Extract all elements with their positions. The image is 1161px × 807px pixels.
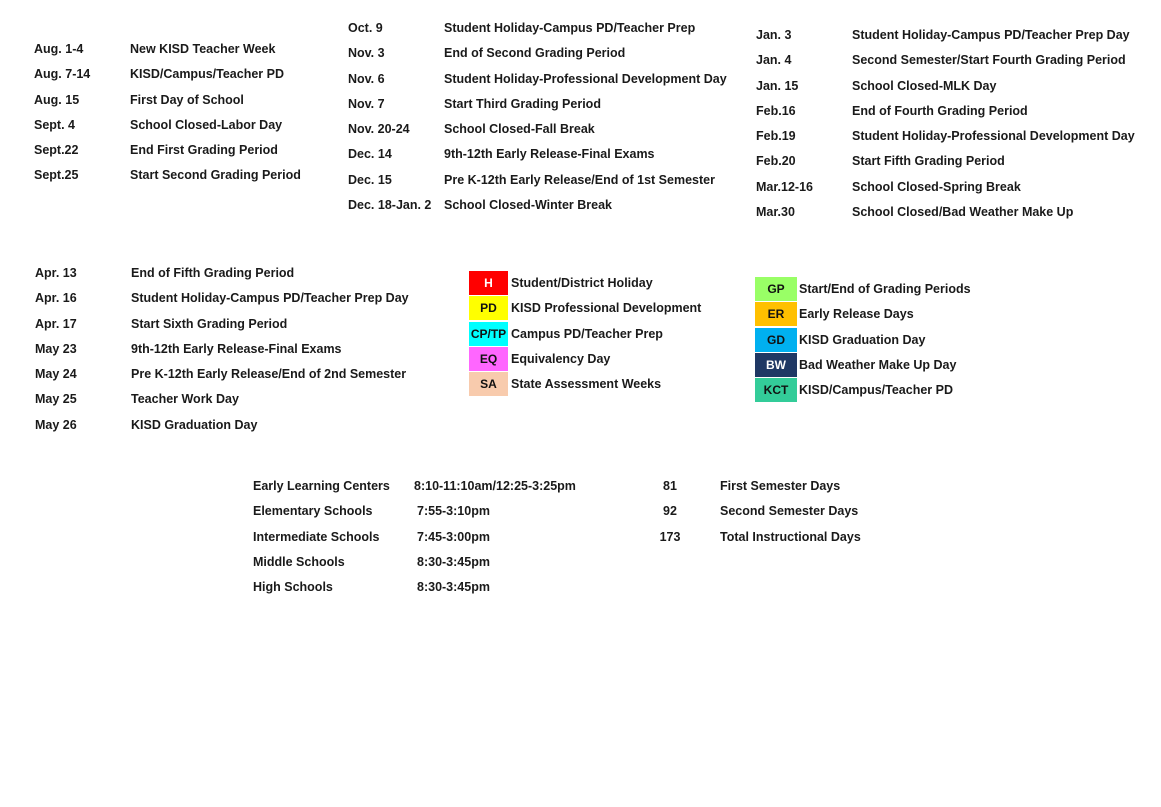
day-count-number: 173 [659, 529, 681, 544]
school-time: 8:10-11:10am/12:25-3:25pm [414, 479, 576, 493]
entry-date: Dec. 14 [348, 147, 392, 162]
legend-code-swatch: H [469, 271, 508, 295]
day-count-number: 81 [663, 479, 677, 493]
entry-date: Aug. 7-14 [34, 67, 91, 82]
entry-date: Apr. 13 [35, 266, 77, 280]
day-count-label: Total Instructional Days [720, 529, 861, 544]
legend-code-swatch: GD [755, 328, 797, 352]
entry-event: First Day of School [130, 92, 244, 107]
entry-date: Nov. 20-24 [348, 122, 410, 137]
entry-event: Start Sixth Grading Period [131, 316, 288, 331]
school-type: Middle Schools [253, 554, 345, 569]
legend-label: Start/End of Grading Periods [799, 282, 971, 296]
school-type: Elementary Schools [253, 504, 373, 519]
entry-date: Feb.16 [756, 103, 796, 118]
school-type: Intermediate Schools [253, 529, 380, 544]
entry-event: School Closed/Bad Weather Make Up [852, 205, 1074, 220]
entry-event: End of Fourth Grading Period [852, 103, 1028, 118]
legend-code-swatch: BW [755, 353, 797, 377]
legend-code-swatch: EQ [469, 347, 508, 371]
entry-event: Second Semester/Start Fourth Grading Period [852, 53, 1126, 68]
entry-event: KISD/Campus/Teacher PD [130, 67, 284, 82]
entry-date: Sept.25 [34, 168, 79, 183]
entry-event: School Closed-MLK Day [852, 78, 997, 93]
legend-code-swatch: PD [469, 296, 508, 320]
entry-date: May 24 [35, 367, 77, 382]
entry-event: School Closed-Labor Day [130, 117, 283, 132]
day-count-label: Second Semester Days [720, 504, 859, 519]
entry-date: May 25 [35, 392, 77, 407]
legend-label: Early Release Days [799, 307, 914, 322]
entry-event: Student Holiday-Campus PD/Teacher Prep [444, 21, 696, 35]
entry-event: School Closed-Fall Break [444, 122, 595, 137]
entry-event: School Closed-Spring Break [852, 179, 1021, 194]
entry-event: Pre K-12th Early Release/End of 1st Semester [444, 172, 715, 187]
entry-date: Nov. 7 [348, 96, 385, 111]
entry-event: New KISD Teacher Week [130, 42, 276, 56]
day-count-label: First Semester Days [720, 479, 841, 493]
entry-event: School Closed-Winter Break [444, 198, 612, 213]
entry-date: Jan. 15 [756, 78, 799, 93]
entry-event: KISD Graduation Day [131, 417, 258, 432]
entry-event: End First Grading Period [130, 143, 278, 158]
entry-date: Nov. 6 [348, 71, 385, 86]
entry-date: Feb.19 [756, 129, 796, 144]
school-time: 7:55-3:10pm [417, 504, 490, 519]
entry-date: Mar.12-16 [756, 179, 813, 194]
legend-code-swatch: ER [755, 302, 797, 326]
legend-label: Campus PD/Teacher Prep [511, 326, 663, 341]
entry-event: Student Holiday-Campus PD/Teacher Prep Day [852, 28, 1130, 42]
entry-date: May 23 [35, 341, 77, 356]
entry-event: End of Fifth Grading Period [131, 266, 295, 280]
entry-event: Start Second Grading Period [130, 168, 301, 183]
legend-code-swatch: SA [469, 372, 508, 396]
legend-code-swatch: KCT [755, 378, 797, 402]
legend-label: Equivalency Day [511, 351, 611, 366]
legend-label: Bad Weather Make Up Day [799, 357, 957, 372]
entry-date: Apr. 16 [35, 291, 77, 306]
school-time: 7:45-3:00pm [417, 529, 490, 544]
entry-date: Apr. 17 [35, 316, 77, 331]
school-time: 8:30-3:45pm [417, 554, 490, 569]
entry-event: Student Holiday-Professional Development Day [852, 129, 1135, 144]
entry-date: Jan. 3 [756, 28, 792, 42]
entry-date: Nov. 3 [348, 46, 385, 61]
entry-event: Teacher Work Day [131, 392, 239, 407]
entry-event: Start Fifth Grading Period [852, 154, 1005, 169]
school-type: High Schools [253, 580, 333, 595]
entry-date: Dec. 15 [348, 172, 392, 187]
entry-event: 9th-12th Early Release-Final Exams [131, 341, 342, 356]
day-count-number: 92 [663, 504, 677, 519]
entry-date: Mar.30 [756, 205, 795, 220]
legend-label: Student/District Holiday [511, 276, 653, 290]
school-type: Early Learning Centers [253, 479, 390, 493]
entry-date: Sept.22 [34, 143, 79, 158]
entry-event: Student Holiday-Campus PD/Teacher Prep Day [131, 291, 409, 306]
legend-code-swatch: GP [755, 277, 797, 301]
entry-date: Dec. 18-Jan. 2 [348, 198, 432, 213]
entry-date: Feb.20 [756, 154, 796, 169]
entry-date: Jan. 4 [756, 53, 792, 68]
school-time: 8:30-3:45pm [417, 580, 490, 595]
entry-event: 9th-12th Early Release-Final Exams [444, 147, 655, 162]
entry-event: Start Third Grading Period [444, 96, 601, 111]
entry-event: End of Second Grading Period [444, 46, 626, 61]
legend-label: KISD Graduation Day [799, 332, 926, 347]
legend-label: KISD/Campus/Teacher PD [799, 383, 953, 398]
legend-label: State Assessment Weeks [511, 377, 662, 392]
legend-label: KISD Professional Development [511, 301, 702, 316]
entry-date: Oct. 9 [348, 21, 383, 35]
legend-code-swatch: CP/TP [469, 322, 508, 346]
entry-date: May 26 [35, 417, 77, 432]
entry-event: Pre K-12th Early Release/End of 2nd Semester [131, 367, 407, 382]
entry-date: Sept. 4 [34, 117, 75, 132]
entry-date: Aug. 1-4 [34, 42, 84, 56]
entry-event: Student Holiday-Professional Development Day [444, 71, 727, 86]
entry-date: Aug. 15 [34, 92, 80, 107]
